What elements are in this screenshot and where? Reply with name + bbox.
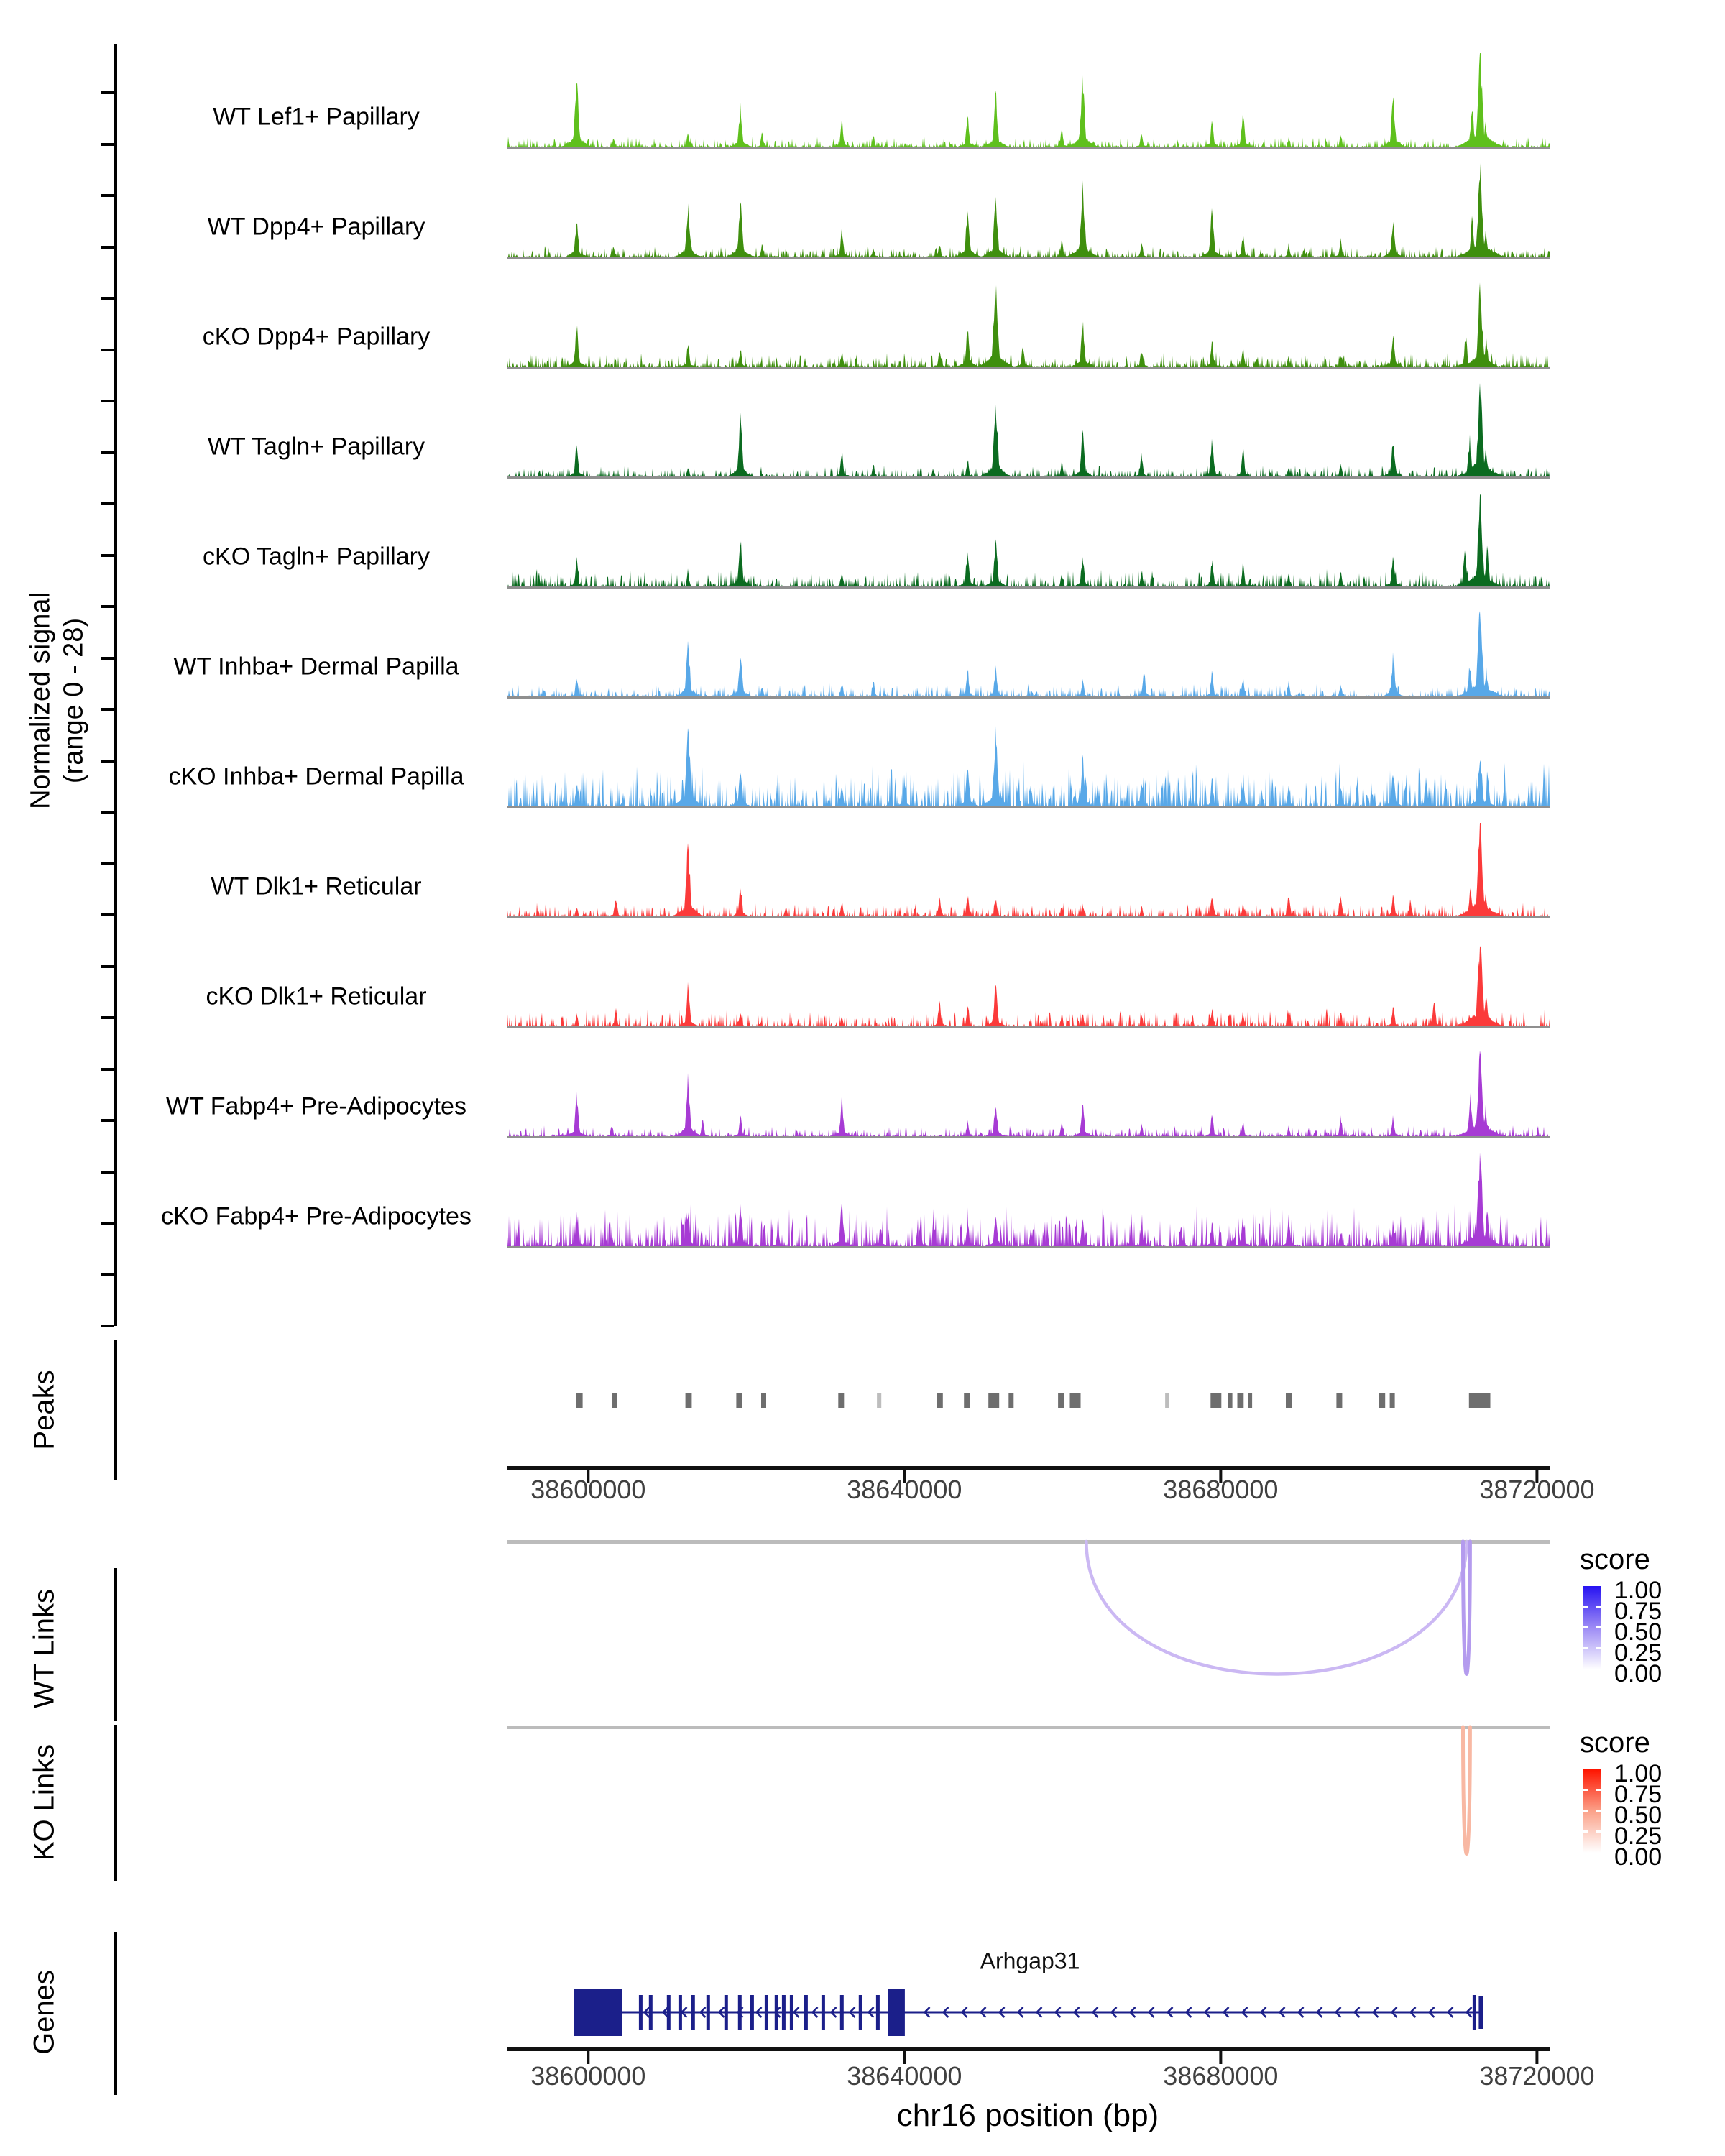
track-label: WT Fabp4+ Pre-Adipocytes: [166, 1092, 466, 1120]
track-label: cKO Dpp4+ Papillary: [202, 323, 431, 351]
track-signal: [507, 947, 1550, 1028]
track-baseline: [507, 916, 1550, 918]
legend-tick-label: 0.00: [1614, 1843, 1662, 1871]
track-baseline: [507, 1136, 1550, 1138]
ko-links-legend: [1578, 1727, 1722, 1871]
legend-tick-label: 0.25: [1614, 1639, 1662, 1667]
section-label-ko-links: KO Links: [28, 1743, 60, 1861]
legend-tick-label: 0.25: [1614, 1823, 1662, 1850]
track-signal: [507, 823, 1550, 917]
track-baseline: [507, 806, 1550, 808]
gene-exon: [888, 1989, 905, 2036]
gene-exon-tick: [840, 1995, 844, 2030]
gene-exon-tick: [775, 1995, 778, 2030]
peaks-track-bar: [1286, 1393, 1292, 1408]
peaks-track-bar: [736, 1393, 742, 1408]
genome-axis-tick-label: 38640000: [847, 1475, 962, 1504]
legend-tick-label: 0.75: [1614, 1598, 1662, 1625]
gene-exon-tick: [859, 1995, 862, 2030]
links-baseline: [507, 1726, 1550, 1729]
track-label: WT Dlk1+ Reticular: [211, 872, 422, 900]
peaks-track-bar: [1058, 1393, 1064, 1408]
ko-legend-title: score: [1580, 1727, 1650, 1759]
gene-end-bar: [1478, 1996, 1483, 2029]
genome-axis-tick-label: 38600000: [530, 2061, 646, 2091]
peaks-track-bar: [1165, 1393, 1169, 1408]
gene-exon-tick: [649, 1995, 653, 2030]
track-label: cKO Fabp4+ Pre-Adipocytes: [161, 1202, 472, 1230]
track-signal: [507, 611, 1550, 697]
peaks-track-bar: [988, 1393, 999, 1408]
gene-exon-tick: [667, 1995, 671, 2030]
gene-exon-tick: [782, 1995, 786, 2030]
legend-tick-label: 0.50: [1614, 1618, 1662, 1646]
track-signal: [507, 1153, 1550, 1247]
peaks-track-bar: [1228, 1393, 1233, 1408]
gene-exon-tick: [1473, 1995, 1476, 2030]
genome-axis-tick-label: 38600000: [530, 1475, 646, 1504]
track-signal: [507, 163, 1550, 257]
track-label: cKO Dlk1+ Reticular: [206, 982, 427, 1010]
genome-axis-tick-label: 38680000: [1163, 2061, 1279, 2091]
genome-axis-tick-label: 38680000: [1163, 1475, 1279, 1504]
track-baseline: [507, 367, 1550, 369]
track-label: cKO Inhba+ Dermal Papilla: [168, 763, 464, 791]
peaks-track-bar: [686, 1393, 692, 1408]
gene-exon-tick: [707, 1995, 710, 2030]
gene-exon: [574, 1989, 622, 2036]
track-baseline: [507, 1246, 1550, 1248]
genome-axis-tick-label: 38640000: [847, 2061, 962, 2091]
link-arc: [1463, 1727, 1471, 1853]
x-axis-title: chr16 position (bp): [896, 2098, 1159, 2133]
section-label-peaks: Peaks: [28, 1370, 60, 1450]
y-axis-label-line1: Normalized signal: [25, 591, 56, 810]
ko-legend-gradient: [1583, 1769, 1601, 1853]
gene-name-label: Arhgap31: [980, 1948, 1080, 1974]
gene-exon-tick: [691, 1995, 695, 2030]
peaks-track-bar: [1469, 1393, 1491, 1408]
gene-exon-tick: [822, 1995, 825, 2030]
peaks-track-bar: [761, 1393, 766, 1408]
track-label: WT Lef1+ Papillary: [213, 103, 420, 131]
track-baseline: [507, 696, 1550, 699]
section-label-wt-links: WT Links: [28, 1589, 60, 1708]
gene-body-line: [574, 2012, 1481, 2014]
gene-exon-tick: [765, 1995, 768, 2030]
track-label: WT Tagln+ Papillary: [207, 433, 426, 461]
peaks-track-bar: [612, 1393, 617, 1408]
gene-exon-tick: [790, 1995, 794, 2030]
link-arc: [1086, 1542, 1466, 1674]
peaks-track-bar: [1248, 1393, 1252, 1408]
gene-exon-tick: [750, 1995, 754, 2030]
peaks-track-bar: [1336, 1393, 1342, 1408]
genome-axis-tick-label: 38720000: [1479, 2061, 1595, 2091]
track-baseline: [507, 1026, 1550, 1028]
peaks-track-bar: [1238, 1393, 1244, 1408]
genome-axis-line: [507, 2047, 1550, 2051]
peaks-track-bar: [1008, 1393, 1013, 1408]
track-baseline: [507, 586, 1550, 589]
gene-exon-tick: [724, 1995, 728, 2030]
links-baseline: [507, 1540, 1550, 1544]
peaks-track-bar: [964, 1393, 970, 1408]
gene-exon-tick: [738, 1995, 742, 2030]
track-label: cKO Tagln+ Papillary: [203, 543, 430, 571]
track-signal: [507, 726, 1550, 807]
peaks-track-bar: [1210, 1393, 1221, 1408]
legend-tick-label: 1.00: [1614, 1760, 1662, 1787]
legend-tick-label: 0.75: [1614, 1781, 1662, 1808]
peaks-track-bar: [1070, 1393, 1081, 1408]
genome-axis-line: [507, 1466, 1550, 1470]
wt-links-legend: [1578, 1544, 1722, 1687]
track-baseline: [507, 476, 1550, 479]
track-baseline: [507, 257, 1550, 259]
track-label: WT Dpp4+ Papillary: [207, 213, 426, 241]
track-baseline: [507, 147, 1550, 149]
peaks-track-bar: [1390, 1393, 1395, 1408]
track-signal: [507, 53, 1550, 147]
track-signal: [507, 282, 1550, 367]
y-axis-label-line2: (range 0 - 28): [58, 617, 89, 784]
peaks-track-bar: [838, 1393, 844, 1408]
peaks-track-bar: [877, 1393, 881, 1408]
section-label-genes: Genes: [28, 1970, 60, 2055]
wt-legend-title: score: [1580, 1544, 1650, 1575]
gene-exon-tick: [804, 1995, 808, 2030]
track-signal: [507, 494, 1550, 587]
peaks-track-bar: [576, 1393, 583, 1408]
wt-legend-gradient: [1583, 1586, 1601, 1669]
gene-exon-tick: [876, 1995, 880, 2030]
gene-exon-tick: [678, 1995, 682, 2030]
gene-exon-tick: [639, 1995, 643, 2030]
track-label: WT Inhba+ Dermal Papilla: [173, 653, 459, 681]
track-signal: [507, 383, 1550, 477]
genome-axis-tick-label: 38720000: [1479, 1475, 1595, 1504]
track-signal: [507, 1051, 1550, 1137]
legend-tick-label: 1.00: [1614, 1577, 1662, 1604]
peaks-track-bar: [937, 1393, 943, 1408]
peaks-track-bar: [1379, 1393, 1385, 1408]
link-arc: [1463, 1542, 1471, 1674]
legend-tick-label: 0.50: [1614, 1802, 1662, 1829]
legend-tick-label: 0.00: [1614, 1660, 1662, 1687]
